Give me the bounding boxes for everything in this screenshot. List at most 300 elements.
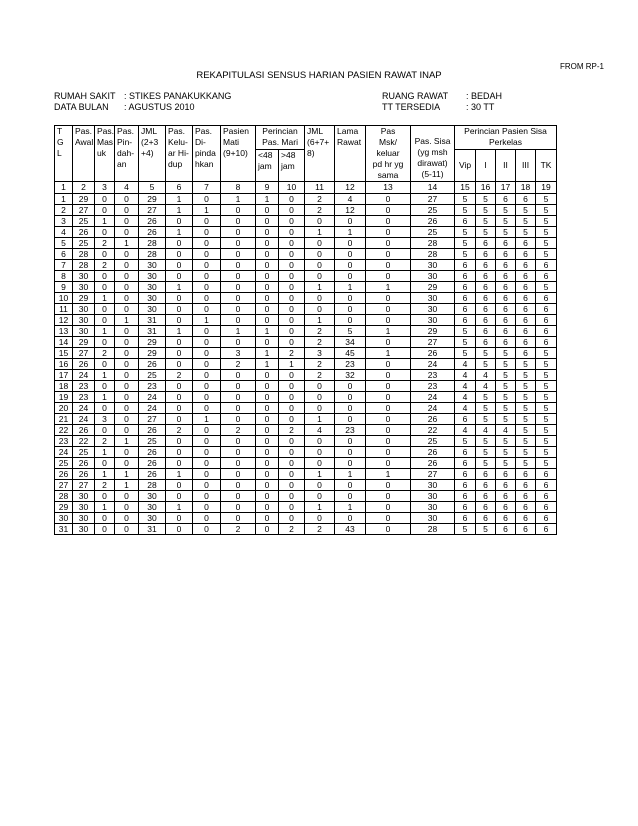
table-cell: 0 (256, 403, 279, 414)
table-cell: 6 (536, 502, 557, 513)
table-cell: 10 (55, 293, 73, 304)
table-cell: 4 (455, 359, 476, 370)
table-cell: 6 (516, 480, 536, 491)
table-cell: 27 (139, 205, 166, 216)
table-cell: 0 (221, 491, 256, 502)
table-cell: 6 (516, 260, 536, 271)
header-line: Lama (337, 126, 359, 136)
table-cell: 0 (335, 249, 366, 260)
table-cell: 30 (411, 502, 455, 513)
table-cell: 0 (115, 304, 139, 315)
table-cell: 23 (139, 381, 166, 392)
table-cell: 0 (305, 436, 335, 447)
table-row (55, 238, 557, 249)
table-cell: 1 (95, 392, 115, 403)
table-row (55, 216, 557, 227)
header-line: JML (307, 126, 324, 136)
table-cell: 0 (221, 458, 256, 469)
table-row (55, 194, 557, 205)
table-cell: 6 (455, 458, 476, 469)
table-cell: 5 (536, 205, 557, 216)
table-row (55, 304, 557, 315)
table-cell: 5 (516, 425, 536, 436)
table-cell: 0 (366, 271, 411, 282)
table-cell: 6 (496, 304, 516, 315)
header-line: Mati (223, 137, 240, 147)
table-cell: 0 (193, 260, 221, 271)
table-cell: 0 (366, 381, 411, 392)
table-cell: 5 (496, 381, 516, 392)
table-cell: 2 (221, 425, 256, 436)
table-cell: 30 (139, 304, 166, 315)
table-cell: 6 (496, 271, 516, 282)
table-cell: 1 (115, 436, 139, 447)
table-cell: 6 (476, 337, 496, 348)
table-cell: 5 (516, 447, 536, 458)
table-cell: 0 (256, 524, 279, 535)
table-row (55, 326, 557, 337)
column-number: 12 (335, 182, 366, 194)
table-cell: 0 (366, 513, 411, 524)
table-row (55, 359, 557, 370)
table-cell: 15 (55, 348, 73, 359)
table-cell: 0 (366, 293, 411, 304)
table-cell: 0 (95, 524, 115, 535)
table-cell: 0 (115, 414, 139, 425)
table-row (55, 260, 557, 271)
table-row (55, 315, 557, 326)
table-cell: 6 (536, 337, 557, 348)
table-cell: 2 (305, 194, 335, 205)
table-cell: 0 (115, 513, 139, 524)
table-cell: 0 (115, 293, 139, 304)
header-line: Pas. (97, 126, 115, 136)
table-cell: 1 (305, 469, 335, 480)
table-cell: 0 (115, 392, 139, 403)
header-class-3: III (516, 150, 536, 182)
header-line: sama (377, 170, 399, 180)
table-cell: 3 (95, 414, 115, 425)
table-cell: 0 (221, 414, 256, 425)
table-cell: 0 (335, 436, 366, 447)
table-row (55, 414, 557, 425)
table-cell: 30 (73, 282, 95, 293)
header-line: dup (168, 159, 183, 169)
table-cell: 0 (305, 491, 335, 502)
table-cell: 4 (335, 194, 366, 205)
table-cell: 0 (256, 502, 279, 513)
header-pas-sisa (411, 126, 455, 182)
table-cell: 19 (55, 392, 73, 403)
table-cell: 0 (366, 216, 411, 227)
table-cell: 2 (305, 359, 335, 370)
table-cell: 5 (516, 436, 536, 447)
table-cell: 6 (455, 216, 476, 227)
table-cell: 0 (166, 260, 193, 271)
header-jml-2 (305, 126, 335, 182)
header-line: hkan (195, 159, 214, 169)
table-cell: 1 (256, 348, 279, 359)
table-cell: 1 (166, 502, 193, 513)
table-cell: 17 (55, 370, 73, 381)
table-cell: 27 (411, 194, 455, 205)
header-line: Pas. Sisa (414, 136, 451, 146)
table-cell: 0 (366, 238, 411, 249)
table-cell: 5 (55, 238, 73, 249)
table-cell: 5 (536, 348, 557, 359)
table-cell: 0 (221, 227, 256, 238)
table-cell: 0 (366, 359, 411, 370)
table-cell: 2 (221, 524, 256, 535)
table-cell: 0 (256, 480, 279, 491)
table-cell: 6 (496, 260, 516, 271)
table-cell: 5 (476, 524, 496, 535)
table-cell: 0 (193, 282, 221, 293)
table-cell: 24 (411, 403, 455, 414)
table-cell: 30 (411, 271, 455, 282)
table-cell: 5 (476, 436, 496, 447)
table-cell: 5 (516, 227, 536, 238)
table-cell: 6 (476, 480, 496, 491)
table-cell: 0 (256, 513, 279, 524)
table-row (55, 337, 557, 348)
table-cell: 25 (139, 370, 166, 381)
table-cell: 6 (476, 513, 496, 524)
table-cell: 6 (536, 304, 557, 315)
table-cell: 0 (256, 425, 279, 436)
column-number: 17 (496, 182, 516, 194)
table-cell: 1 (95, 469, 115, 480)
table-cell: 0 (193, 524, 221, 535)
table-cell: 0 (221, 205, 256, 216)
table-cell: 6 (496, 293, 516, 304)
table-cell: 4 (496, 425, 516, 436)
header-jml-1 (139, 126, 166, 182)
header-line: pinda (195, 148, 216, 158)
table-cell: 0 (256, 436, 279, 447)
header-line: uk (97, 148, 106, 158)
table-cell: 1 (366, 326, 411, 337)
table-cell: 6 (516, 491, 536, 502)
table-cell: 3 (55, 216, 73, 227)
table-cell: 0 (256, 216, 279, 227)
table-cell: 26 (73, 359, 95, 370)
table-cell: 6 (516, 502, 536, 513)
table-cell: 5 (516, 216, 536, 227)
table-cell: 26 (411, 216, 455, 227)
table-cell: 0 (256, 238, 279, 249)
table-cell: 0 (221, 513, 256, 524)
table-cell: 6 (516, 337, 536, 348)
header-class-tk: TK (536, 150, 557, 182)
table-row (55, 205, 557, 216)
month-value: : AGUSTUS 2010 (124, 102, 195, 112)
table-cell: 0 (166, 271, 193, 282)
header-line: T (57, 126, 63, 136)
table-cell: 5 (476, 414, 496, 425)
table-cell: 21 (55, 414, 73, 425)
table-row (55, 436, 557, 447)
table-cell: 0 (95, 194, 115, 205)
header-line: Perincian (262, 126, 298, 136)
table-cell: 1 (115, 315, 139, 326)
table-cell: 30 (139, 260, 166, 271)
table-cell: 26 (73, 227, 95, 238)
table-cell: 6 (455, 491, 476, 502)
table-cell: 30 (73, 315, 95, 326)
table-cell: 0 (279, 381, 305, 392)
table-cell: 0 (166, 304, 193, 315)
header-line: dirawat) (417, 158, 448, 168)
table-cell: 1 (305, 502, 335, 513)
column-number: 19 (536, 182, 557, 194)
table-cell: 0 (166, 403, 193, 414)
table-cell: 0 (166, 315, 193, 326)
table-cell: 5 (496, 447, 516, 458)
table-cell: 25 (55, 458, 73, 469)
table-cell: 27 (55, 480, 73, 491)
table-cell: 24 (411, 392, 455, 403)
table-cell: 5 (476, 458, 496, 469)
table-cell: 34 (335, 337, 366, 348)
table-cell: 4 (476, 425, 496, 436)
table-cell: 0 (115, 425, 139, 436)
header-line: L (57, 148, 62, 158)
table-cell: 6 (455, 315, 476, 326)
table-cell: 6 (516, 271, 536, 282)
table-cell: 0 (193, 436, 221, 447)
table-cell: 2 (305, 524, 335, 535)
table-cell: 0 (366, 491, 411, 502)
table-cell: 0 (305, 216, 335, 227)
table-cell: 0 (279, 513, 305, 524)
header-class-1: I (476, 150, 496, 182)
table-cell: 26 (73, 469, 95, 480)
header-lama-rawat (335, 126, 366, 182)
table-cell: 0 (115, 524, 139, 535)
table-cell: 0 (305, 249, 335, 260)
table-cell: 0 (279, 403, 305, 414)
ward-label: RUANG RAWAT (382, 91, 449, 101)
table-cell: 0 (256, 227, 279, 238)
table-cell: 28 (139, 480, 166, 491)
table-cell: 0 (115, 348, 139, 359)
table-row (55, 348, 557, 359)
table-cell: 1 (305, 414, 335, 425)
table-cell: 6 (455, 480, 476, 491)
table-cell: 5 (536, 403, 557, 414)
table-cell: 4 (55, 227, 73, 238)
table-cell: 28 (139, 249, 166, 260)
table-cell: 0 (193, 491, 221, 502)
table-cell: 5 (516, 205, 536, 216)
table-cell: 28 (139, 238, 166, 249)
table-cell: 28 (411, 249, 455, 260)
table-cell: 1 (115, 469, 139, 480)
table-cell: 0 (305, 381, 335, 392)
header-perincian-sisa (455, 126, 557, 150)
table-cell: 1 (166, 326, 193, 337)
table-cell: 5 (476, 205, 496, 216)
table-cell: 0 (366, 392, 411, 403)
table-cell: 6 (455, 502, 476, 513)
table-cell: 0 (256, 315, 279, 326)
table-cell: 0 (95, 282, 115, 293)
table-cell: 0 (193, 216, 221, 227)
table-cell: 1 (256, 359, 279, 370)
table-cell: 0 (115, 205, 139, 216)
table-cell: 0 (115, 326, 139, 337)
table-cell: 0 (256, 337, 279, 348)
table-cell: 5 (536, 458, 557, 469)
table-cell: 29 (139, 337, 166, 348)
table-cell: 0 (193, 381, 221, 392)
table-cell: 12 (55, 315, 73, 326)
table-cell: 0 (95, 403, 115, 414)
table-cell: 0 (335, 447, 366, 458)
table-cell: 25 (73, 238, 95, 249)
table-cell: 31 (139, 524, 166, 535)
table-cell: 0 (193, 502, 221, 513)
table-cell: 6 (516, 249, 536, 260)
table-cell: 5 (496, 205, 516, 216)
table-body (55, 194, 557, 535)
table-cell: 0 (279, 458, 305, 469)
table-cell: 2 (305, 370, 335, 381)
table-cell: 1 (115, 480, 139, 491)
table-cell: 6 (496, 249, 516, 260)
table-cell: 0 (115, 370, 139, 381)
table-cell: 0 (366, 227, 411, 238)
table-cell: 5 (476, 216, 496, 227)
header-lt48 (256, 150, 279, 182)
table-cell: 0 (221, 447, 256, 458)
table-cell: 0 (279, 227, 305, 238)
table-cell: 6 (536, 260, 557, 271)
table-cell: 0 (305, 447, 335, 458)
table-cell: 0 (256, 447, 279, 458)
table-cell: 5 (536, 216, 557, 227)
table-cell: 2 (221, 359, 256, 370)
header-line: keluar (376, 148, 400, 158)
table-cell: 6 (516, 326, 536, 337)
table-cell: 28 (73, 260, 95, 271)
table-cell: 0 (279, 315, 305, 326)
table-cell: 0 (256, 392, 279, 403)
table-cell: 0 (95, 271, 115, 282)
table-cell: 5 (536, 392, 557, 403)
table-cell: 0 (95, 425, 115, 436)
column-number-row (55, 182, 557, 194)
table-cell: 18 (55, 381, 73, 392)
table-row (55, 513, 557, 524)
table-cell: 0 (366, 205, 411, 216)
header-line: (5-11) (421, 169, 444, 179)
table-cell: 0 (115, 491, 139, 502)
table-cell: 6 (476, 304, 496, 315)
table-cell: 6 (476, 502, 496, 513)
table-cell: 4 (455, 370, 476, 381)
table-cell: 5 (476, 403, 496, 414)
table-cell: 0 (193, 469, 221, 480)
table-cell: 27 (73, 348, 95, 359)
table-cell: 0 (115, 502, 139, 513)
hospital-label: RUMAH SAKIT (54, 91, 116, 101)
header-perincian-mati (256, 126, 305, 150)
table-cell: 24 (73, 370, 95, 381)
table-cell: 0 (115, 216, 139, 227)
header-class-2: II (496, 150, 516, 182)
table-cell: 2 (95, 480, 115, 491)
table-cell: 0 (221, 282, 256, 293)
table-cell: 0 (279, 282, 305, 293)
table-cell: 28 (411, 524, 455, 535)
header-line: (2+3 (141, 137, 159, 147)
header-line: >48 (281, 150, 296, 160)
column-number: 13 (366, 182, 411, 194)
table-cell: 0 (166, 513, 193, 524)
table-cell: 0 (366, 414, 411, 425)
table-cell: 2 (95, 238, 115, 249)
table-cell: 6 (536, 315, 557, 326)
table-cell: 6 (455, 447, 476, 458)
table-cell: 3 (305, 348, 335, 359)
table-cell: 1 (193, 315, 221, 326)
table-cell: 6 (536, 524, 557, 535)
table-cell: 28 (73, 249, 95, 260)
table-cell: 5 (516, 414, 536, 425)
header-pas-msk-keluar (366, 126, 411, 182)
table-cell: 0 (95, 205, 115, 216)
table-cell: 6 (496, 282, 516, 293)
table-cell: 22 (411, 425, 455, 436)
table-cell: 0 (95, 513, 115, 524)
beds-value: : 30 TT (466, 102, 495, 112)
table-cell: 30 (73, 513, 95, 524)
table-cell: 25 (411, 205, 455, 216)
table-cell: 6 (496, 238, 516, 249)
table-cell: 4 (455, 403, 476, 414)
table-cell: 0 (221, 315, 256, 326)
table-cell: 30 (411, 304, 455, 315)
table-cell: 0 (279, 238, 305, 249)
header-line: Rawat (337, 137, 362, 147)
table-cell: 0 (305, 271, 335, 282)
table-cell: 1 (305, 282, 335, 293)
table-cell: 0 (193, 359, 221, 370)
table-cell: 26 (139, 469, 166, 480)
table-cell: 5 (536, 414, 557, 425)
table-row (55, 524, 557, 535)
table-cell: 5 (496, 370, 516, 381)
table-cell: 1 (166, 282, 193, 293)
table-cell: 0 (279, 491, 305, 502)
column-number: 14 (411, 182, 455, 194)
table-cell: 0 (221, 249, 256, 260)
table-cell: 2 (55, 205, 73, 216)
table-cell: 2 (305, 337, 335, 348)
ward-value: : BEDAH (466, 91, 503, 101)
table-cell: 0 (115, 282, 139, 293)
table-cell: 6 (516, 293, 536, 304)
table-cell: 0 (335, 480, 366, 491)
table-cell: 0 (305, 238, 335, 249)
table-cell: 0 (95, 381, 115, 392)
table-cell: 0 (279, 370, 305, 381)
table-cell: 0 (335, 381, 366, 392)
table-cell: 2 (95, 260, 115, 271)
table-row (55, 381, 557, 392)
